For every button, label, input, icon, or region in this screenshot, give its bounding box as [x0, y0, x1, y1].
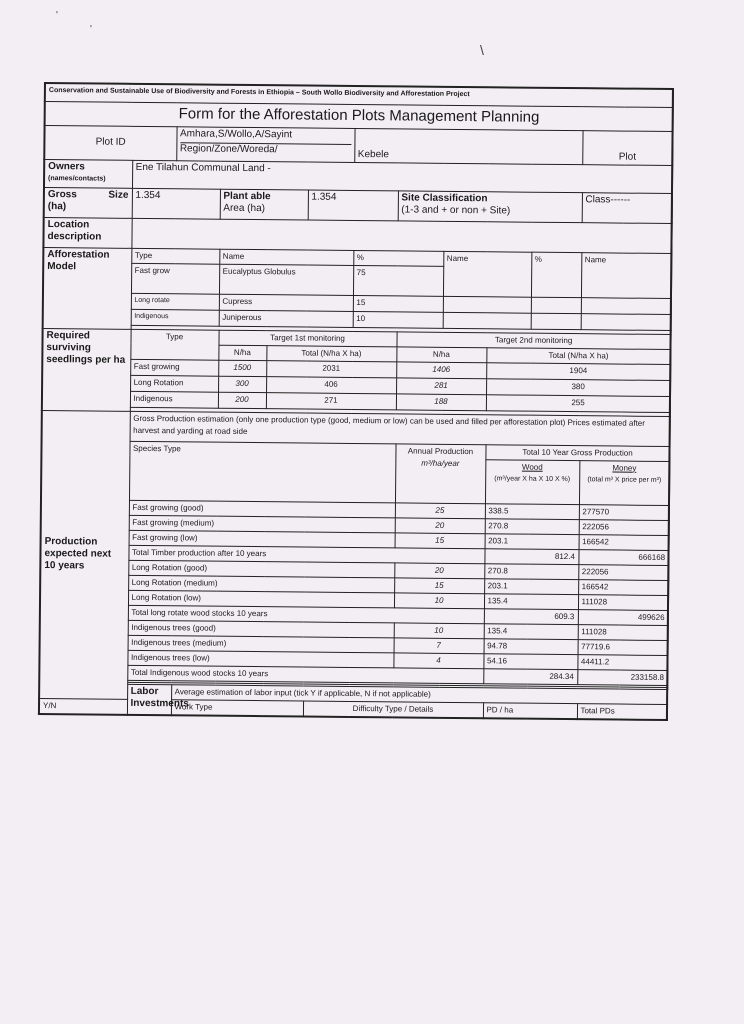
pen-mark: \	[480, 42, 484, 58]
wood-label	[485, 459, 579, 504]
model-type: Long rotate	[131, 293, 219, 310]
labor-label: Labor Investments	[127, 684, 171, 715]
model-type: Fast grow	[131, 263, 219, 294]
seedling-type: Long Rotation	[130, 375, 218, 392]
seedlings-label: Required surviving seedlings per ha	[42, 328, 131, 411]
plantable-value: 1.354	[308, 190, 398, 221]
labor-col-pd-ha: PD / ha	[483, 702, 577, 719]
production-species: Fast growing (good)	[129, 500, 395, 518]
owners-value: Ene Tilahun Communal Land -	[132, 160, 672, 193]
model-pct: 10	[353, 311, 443, 328]
site-label: Site Classification	[401, 191, 488, 204]
production-label: Production expected next 10 years	[39, 410, 130, 699]
target-1st-label: Target 1st monitoring	[218, 330, 396, 347]
seedling-t2: 380	[486, 378, 670, 396]
annual-unit: m³/ha/year	[421, 458, 460, 468]
production-wood: 203.1	[484, 578, 578, 594]
production-money: 166542	[578, 579, 668, 595]
class-value: Class------	[582, 192, 672, 223]
afforestation-model-label: Afforestation Model	[43, 247, 132, 329]
plot-location	[176, 126, 354, 162]
labor-note: Average estimation of labor input (tick Y if applicable, N if not applicable)	[171, 684, 667, 704]
model-type: Indigenous	[131, 309, 219, 326]
project-title: Conservation and Sustainable Use of Biodiversity and Forests in Ethiopia – South Wollo Biodiversity and Afforestation Project	[45, 83, 673, 107]
model-name: Juniperous	[219, 310, 353, 327]
plot-label: Plot	[582, 130, 672, 165]
labor-col-work-type: Work Type	[171, 699, 303, 716]
production-wood: 270.8	[485, 518, 579, 534]
plot-location-value: Amhara,S/Wollo,A/Sayint	[179, 127, 293, 140]
production-total-wood: 284.34	[483, 668, 577, 684]
production-annual: 15	[394, 577, 484, 593]
plot-id-label: Plot ID	[44, 125, 176, 160]
money-label	[579, 460, 670, 505]
money-unit: (total m³ X price per m³)	[587, 475, 662, 484]
wood-unit: (m³/year X ha X 10 X %)	[494, 474, 571, 483]
model-name: Cupress	[219, 294, 353, 311]
seedling-t2: 1904	[486, 362, 670, 380]
production-species: Long Rotation (medium)	[128, 575, 394, 593]
seedling-n1: 1500	[218, 360, 266, 376]
production-species: Indigenous trees (medium)	[128, 635, 394, 653]
owners-sublabel: (names/contacts)	[48, 174, 106, 183]
production-species: Fast growing (low)	[129, 530, 395, 548]
species-type-label: Species Type	[129, 441, 396, 503]
gross-unit: (ha)	[47, 200, 67, 212]
site-note: (1-3 and + or non + Site)	[401, 203, 511, 216]
plantable-label	[220, 189, 308, 220]
kebele-label: Kebele	[354, 128, 582, 164]
plantable-label-text: Plant able	[223, 190, 271, 202]
production-total-wood: 812.4	[484, 548, 578, 564]
model-name: Eucalyptus Globulus	[219, 264, 353, 295]
production-annual: 10	[394, 592, 484, 608]
model-col-name: Name	[219, 249, 353, 265]
production-wood: 54.16	[483, 653, 577, 669]
seedling-t1: 271	[266, 392, 396, 409]
seedling-t2: 255	[486, 394, 670, 412]
model-col-pct2: %	[531, 252, 581, 297]
production-money: 166542	[579, 534, 669, 550]
production-money: 222056	[578, 564, 668, 580]
production-wood: 135.4	[484, 593, 578, 609]
model-col-type: Type	[131, 248, 219, 264]
nha-1-label: N/ha	[218, 345, 266, 360]
production-money: 111028	[578, 594, 668, 610]
total-10-label: Total 10 Year Gross Production	[485, 444, 669, 461]
production-wood: 338.5	[485, 503, 579, 519]
wood-label-text: Wood	[521, 462, 543, 472]
plot-location-caption: Region/Zone/Woreda/	[180, 142, 351, 157]
production-money: 44411.2	[577, 654, 667, 670]
model-pct: 75	[353, 265, 443, 296]
production-annual: 20	[394, 562, 484, 578]
pen-mark: '	[90, 24, 92, 35]
annual-label: Annual Production	[407, 446, 474, 456]
production-total-money: 499626	[578, 609, 668, 625]
production-wood: 94.78	[484, 638, 578, 654]
form-title: Form for the Afforestation Plots Management Planning	[45, 101, 673, 131]
seedling-type: Fast growing	[130, 359, 218, 376]
owners-label-text: Owners	[48, 160, 85, 172]
production-species: Indigenous trees (low)	[127, 650, 393, 668]
total-1-label: Total (N/ha X ha)	[266, 345, 396, 361]
production-annual: 4	[393, 652, 483, 668]
production-species: Indigenous trees (good)	[128, 620, 394, 638]
owners-label	[44, 159, 132, 188]
model-col-name3: Name	[581, 252, 672, 298]
seedling-n1: 200	[218, 392, 266, 408]
production-species: Long Rotation (low)	[128, 590, 394, 608]
production-money: 277570	[579, 504, 669, 520]
seedlings-col-type: Type	[130, 329, 218, 360]
production-wood: 270.8	[484, 563, 578, 579]
seedling-t1: 406	[266, 376, 396, 393]
production-money: 222056	[579, 519, 669, 535]
seedling-t1: 2031	[266, 360, 396, 377]
seedling-n2: 188	[396, 393, 486, 410]
labor-col-total-pds: Total PDs	[577, 703, 667, 720]
production-money: 77719.6	[578, 639, 668, 655]
production-total-money: 233158.8	[577, 669, 667, 685]
gross-value: 1.354	[132, 188, 220, 219]
production-total-label: Total Indigenous wood stocks 10 years	[127, 665, 483, 683]
labor-col-yn: Y/N	[39, 698, 127, 715]
production-annual: 20	[395, 517, 485, 533]
production-money: 111028	[578, 624, 668, 640]
production-total-money: 666168	[578, 549, 668, 565]
seedling-n1: 300	[218, 376, 266, 392]
annual-production-label	[395, 443, 486, 503]
production-total-label: Total long rotate wood stocks 10 years	[128, 605, 484, 623]
production-total-wood: 609.3	[484, 608, 578, 624]
production-annual: 10	[394, 622, 484, 638]
production-wood: 135.4	[484, 623, 578, 639]
site-classification	[398, 190, 582, 222]
form-table	[38, 82, 674, 721]
target-2nd-label: Target 2nd monitoring	[396, 331, 670, 349]
production-species: Fast growing (medium)	[129, 515, 395, 533]
seedling-type: Indigenous	[130, 391, 218, 408]
location-label: Location description	[43, 217, 131, 248]
size-label: Size	[108, 189, 129, 201]
form-sheet	[37, 82, 672, 868]
production-species: Long Rotation (good)	[128, 560, 394, 578]
production-annual: 7	[394, 637, 484, 653]
model-pct: 15	[353, 295, 443, 312]
production-annual: 15	[395, 532, 485, 548]
production-annual: 25	[395, 502, 485, 518]
labor-col-difficulty: Difficulty Type / Details	[303, 701, 483, 719]
seedling-n2: 281	[396, 377, 486, 394]
money-label-text: Money	[612, 462, 637, 473]
gross-size-label	[44, 187, 132, 218]
production-note: Gross Production estimation (only one production type (good, medium or low) can be used and filled per afforestation plot) Prices estimated after harvest and yarding at road side	[130, 411, 670, 446]
seedling-n2: 1406	[396, 361, 486, 378]
total-2-label: Total (N/ha X ha)	[486, 347, 670, 364]
model-col-pct: %	[353, 250, 443, 266]
plantable-unit: Area (ha)	[223, 202, 266, 214]
model-col-name2: Name	[443, 251, 531, 297]
gross-label: Gross	[47, 188, 77, 200]
production-total-label: Total Timber production after 10 years	[128, 545, 484, 563]
pen-mark: '	[56, 10, 58, 21]
production-wood: 203.1	[485, 533, 579, 549]
nha-2-label: N/ha	[396, 346, 486, 362]
